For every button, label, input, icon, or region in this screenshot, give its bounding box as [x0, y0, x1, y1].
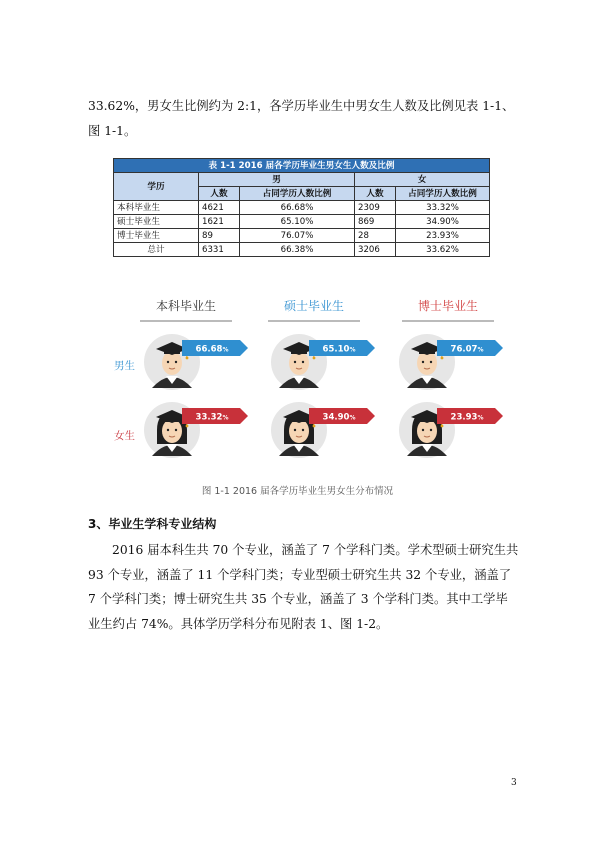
intro-paragraph: 33.62%，男女生比例约为 2:1，各学历毕业生中男女生人数及比例见表 1-1、图 1-1。: [88, 99, 515, 138]
row-label-female: 女生: [114, 430, 135, 442]
row-female-count: 869: [355, 215, 396, 229]
body-paragraph: 2016 届本科生共 70 个专业，涵盖了 7 个学科门类。学术型硕士研究生共 93 个专业，涵盖了 11 个学科门类；专业型硕士研究生共 32 个专业，涵盖了 7 个学科门类；博士研究生共 35 个专业，涵盖了 3 个学科门类。其中工学毕业生约占 74%。具体学历学科分布见附表 1、图 1-2。: [88, 543, 519, 631]
header-female-ratio: 占同学历人数比例: [396, 187, 490, 201]
header-male: 男: [199, 173, 355, 187]
male-ratio-label: 76.07%: [450, 344, 484, 355]
female-ratio-label: 34.90%: [322, 412, 356, 423]
female-graduate-icon: [142, 400, 252, 460]
row-male-ratio: 66.68%: [240, 201, 355, 215]
male-ratio-label: 66.68%: [195, 344, 229, 355]
female-graduate-icon: [269, 400, 379, 460]
header-underline: [402, 320, 494, 322]
male-graduate-icon: [269, 332, 379, 392]
header-male-count: 人数: [199, 187, 240, 201]
row-male-count: 1621: [199, 215, 240, 229]
female-ratio-label: 33.32%: [195, 412, 229, 423]
figure-header-master: [268, 297, 360, 322]
male-graduate-icon: [142, 332, 252, 392]
row-degree: 本科毕业生: [114, 201, 199, 215]
header-degree: 学历: [114, 173, 199, 201]
table-row: [114, 201, 490, 215]
row-male-count: 4621: [199, 201, 240, 215]
table-row: [114, 215, 490, 229]
page-number: 3: [511, 778, 517, 788]
row-female-count: 28: [355, 229, 396, 243]
header-female-count: 人数: [355, 187, 396, 201]
row-male-count: 89: [199, 229, 240, 243]
male-ratio-label: 65.10%: [322, 344, 356, 355]
row-degree: 博士毕业生: [114, 229, 199, 243]
figure-header-doctor: [402, 297, 494, 322]
row-male-ratio: 66.38%: [240, 243, 355, 257]
row-male-ratio: 65.10%: [240, 215, 355, 229]
header-underline: [140, 320, 232, 322]
figure-header-label: 本科毕业生: [155, 299, 216, 313]
header-female: 女: [355, 173, 490, 187]
figure-caption: 图 1-1 2016 届各学历毕业生男女生分布情况: [201, 486, 394, 497]
table-caption: 表 1-1 2016 届各学历毕业生男女生人数及比例: [114, 159, 490, 173]
row-female-ratio: 23.93%: [396, 229, 490, 243]
figure-header-undergrad: [140, 297, 232, 322]
row-female-ratio: 33.32%: [396, 201, 490, 215]
row-label-male: 男生: [114, 360, 135, 372]
figure-header-label: 硕士毕业生: [283, 299, 344, 313]
figure-header-label: 博士毕业生: [417, 299, 478, 313]
table-row: [114, 243, 490, 257]
female-graduate-icon: [397, 400, 507, 460]
header-male-ratio: 占同学历人数比例: [240, 187, 355, 201]
row-degree: 总计: [114, 243, 199, 257]
header-underline: [268, 320, 360, 322]
section-heading: 3、毕业生学科专业结构: [88, 517, 217, 531]
row-male-ratio: 76.07%: [240, 229, 355, 243]
row-female-count: 3206: [355, 243, 396, 257]
row-female-ratio: 34.90%: [396, 215, 490, 229]
female-ratio-label: 23.93%: [450, 412, 484, 423]
row-female-count: 2309: [355, 201, 396, 215]
row-degree: 硕士毕业生: [114, 215, 199, 229]
row-female-ratio: 33.62%: [396, 243, 490, 257]
gender-table: [113, 158, 490, 257]
male-graduate-icon: [397, 332, 507, 392]
row-male-count: 6331: [199, 243, 240, 257]
table-row: [114, 229, 490, 243]
